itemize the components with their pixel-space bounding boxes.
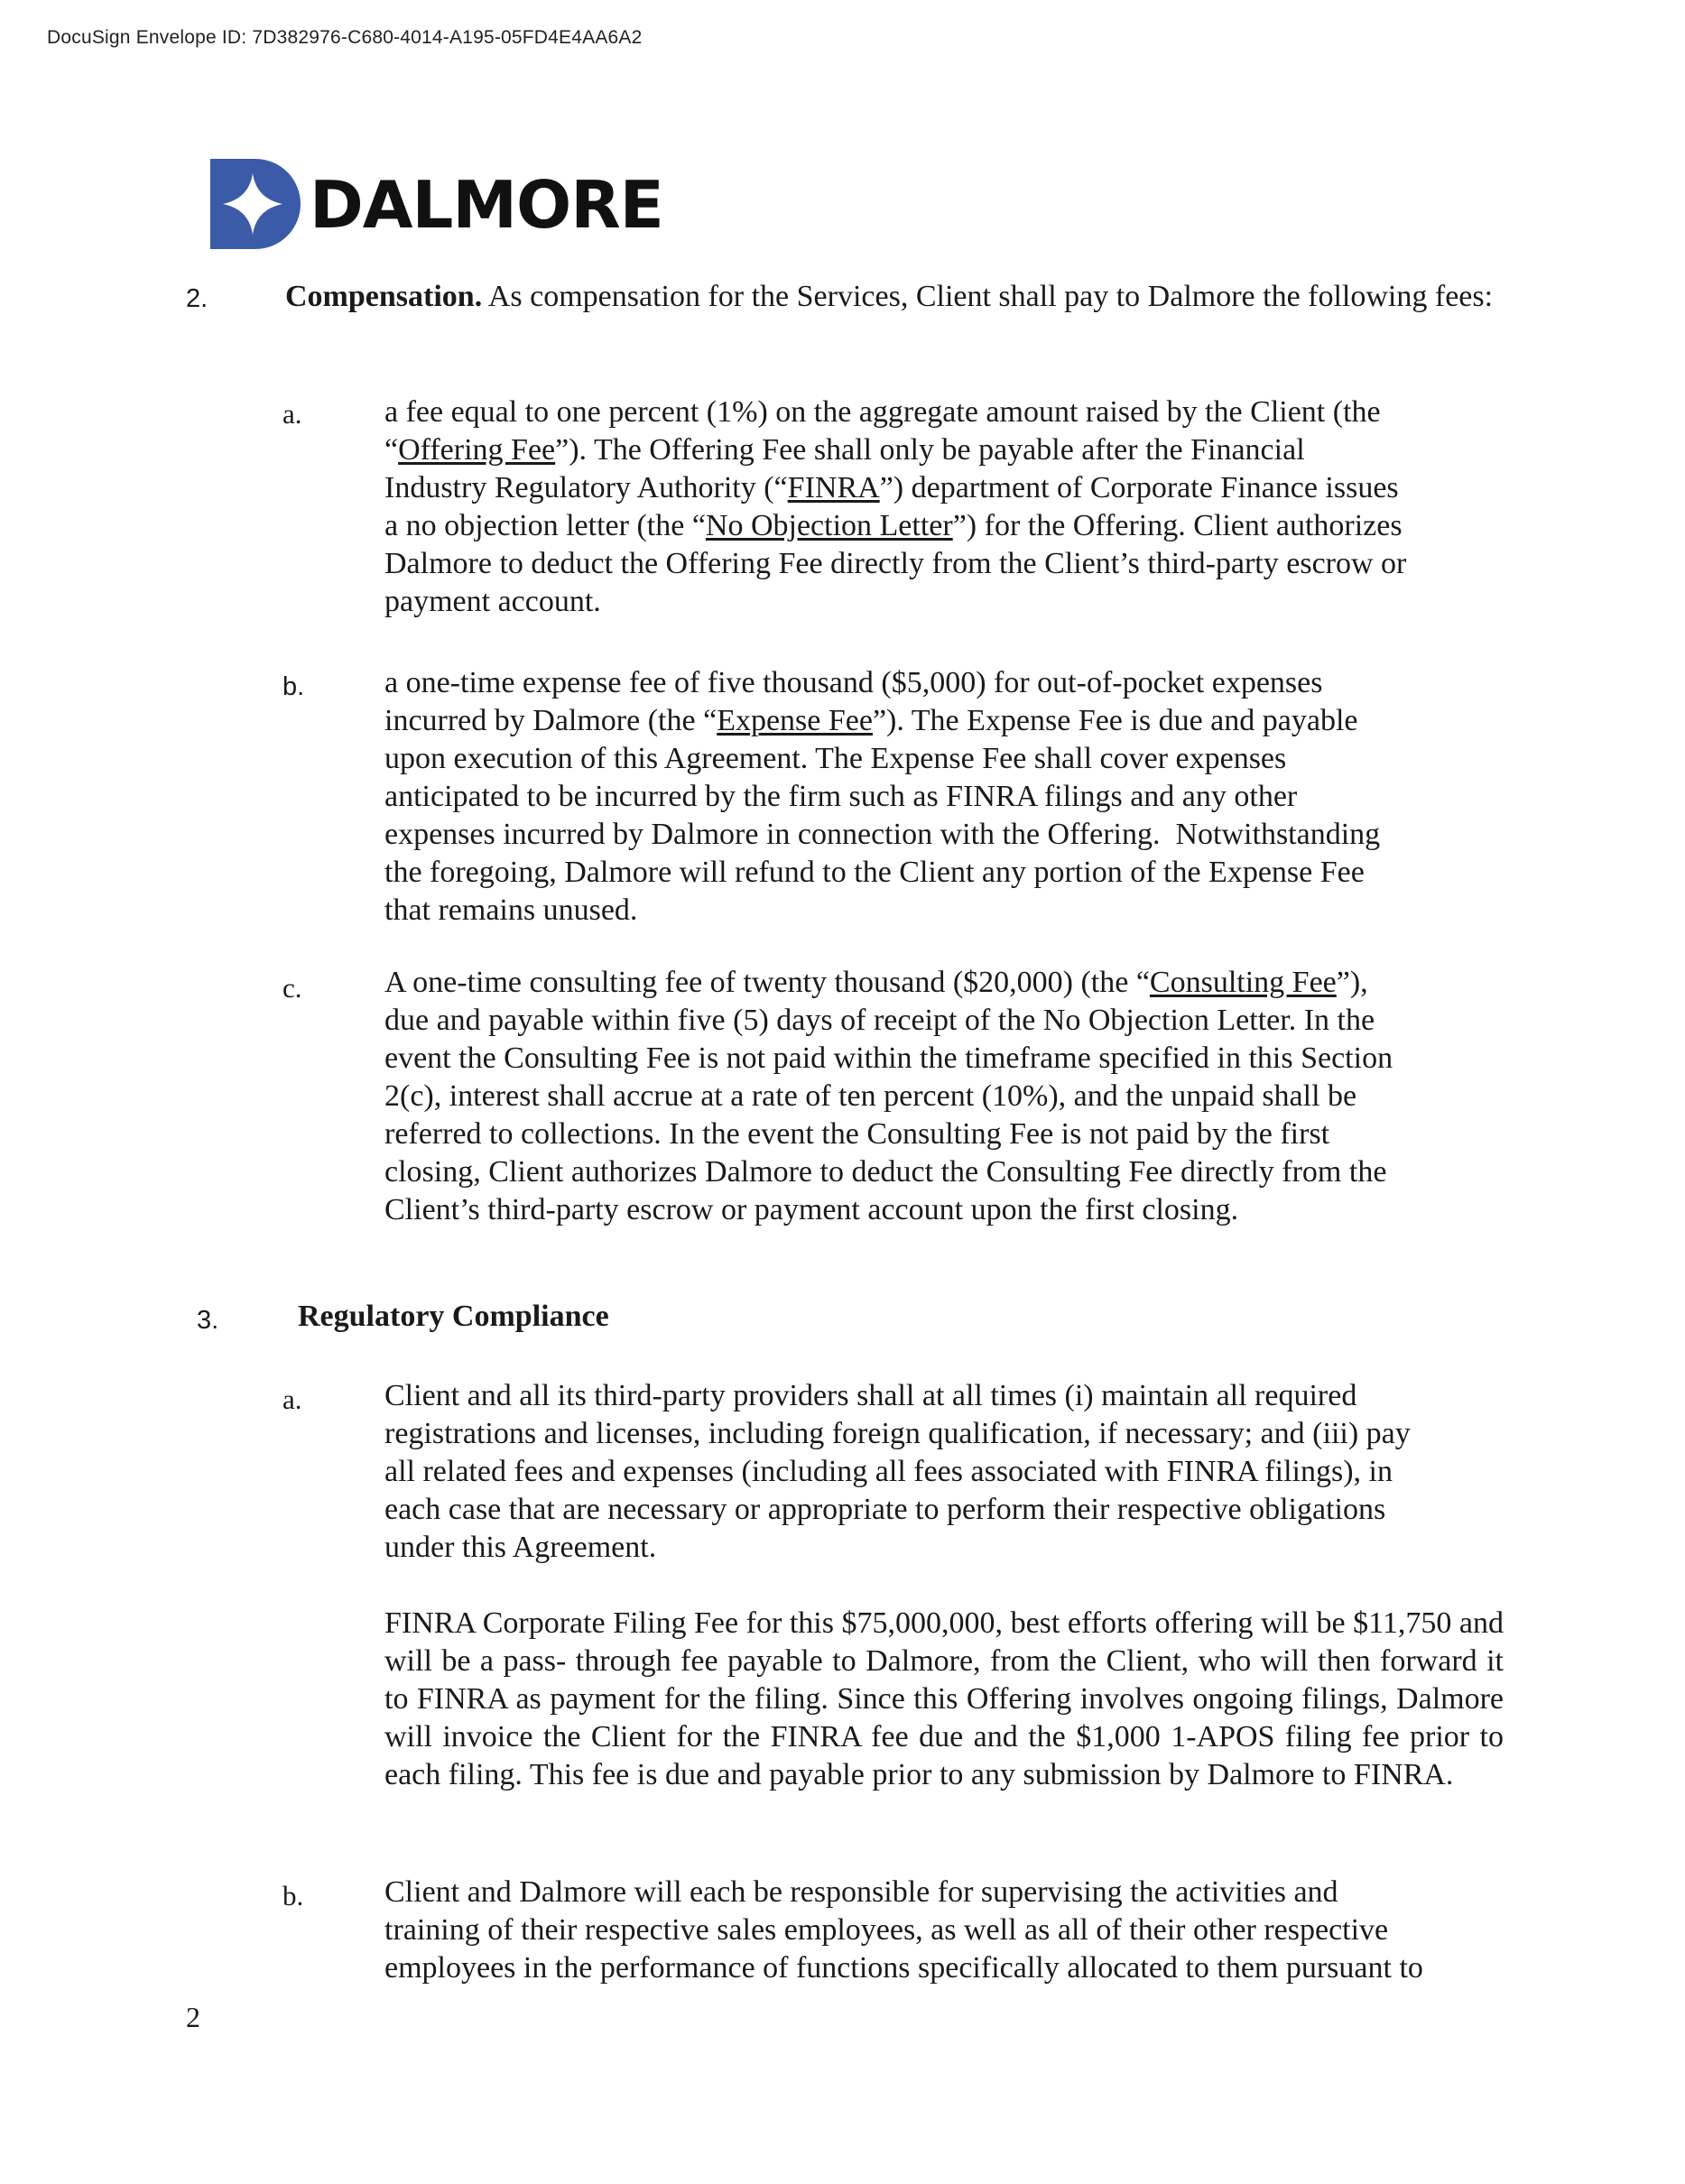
text-line: all related fees and expenses (including all fees associated with FINRA filings), in [384, 1455, 1393, 1488]
text-line: a no objection letter (the “No Objection Letter”) for the Offering. Client authorizes [384, 509, 1403, 542]
defined-term: Offering Fee [398, 433, 556, 467]
text-line: registrations and licenses, including foreign qualification, if necessary; and (iii) pay [384, 1417, 1411, 1450]
text-line: the foregoing, Dalmore will refund to the Client any portion of the Expense Fee [384, 856, 1365, 889]
text-line: Industry Regulatory Authority (“FINRA”) department of Corporate Finance issues [384, 471, 1399, 504]
defined-term: FINRA [787, 471, 880, 504]
section-2-heading-paragraph [285, 278, 1513, 316]
dalmore-logo [210, 159, 680, 249]
section-title: Regulatory Compliance [298, 1300, 609, 1333]
text-line: training of their respective sales employees, as well as all of their other respective [384, 1913, 1389, 1947]
text-line: “Offering Fee”). The Offering Fee shall only be payable after the Financial [384, 433, 1305, 467]
defined-term: Expense Fee [717, 704, 873, 737]
text-line: a one-time expense fee of five thousand ($5,000) for out-of-pocket expenses [384, 666, 1323, 699]
dalmore-logo-mark-icon [210, 159, 301, 249]
text-line: referred to collections. In the event the Consulting Fee is not paid by the first [384, 1117, 1330, 1151]
text-line: each case that are necessary or appropriate to perform their respective obligations [384, 1493, 1386, 1526]
item-letter: b. [282, 672, 305, 701]
text-line: anticipated to be incurred by the firm such as FINRA filings and any other [384, 780, 1298, 813]
item-letter: c. [282, 972, 302, 1004]
section-intro: As compensation for the Services, Client shall pay to Dalmore the following fees: [487, 280, 1494, 313]
text-line: closing, Client authorizes Dalmore to deduct the Consulting Fee directly from the [384, 1155, 1387, 1189]
defined-term: Consulting Fee [1149, 966, 1337, 999]
item-letter: a. [282, 1384, 302, 1415]
text-line: due and payable within five (5) days of receipt of the No Objection Letter. In the [384, 1004, 1375, 1037]
text-line: incurred by Dalmore (the “Expense Fee”). The Expense Fee is due and payable [384, 704, 1358, 737]
text-line: a fee equal to one percent (1%) on the aggregate amount raised by the Client (the [384, 395, 1381, 429]
item-letter: a. [282, 398, 302, 430]
logo-wordmark: DALMORE [310, 167, 663, 243]
item-2a [384, 393, 1513, 621]
text-line: upon execution of this Agreement. The Expense Fee shall cover expenses [384, 742, 1287, 775]
text-line: 2(c), interest shall accrue at a rate of ten percent (10%), and the unpaid shall be [384, 1079, 1357, 1113]
text-line: Dalmore to deduct the Offering Fee directly from the Client’s third-party escrow or [384, 547, 1407, 580]
finra-filing-fee-paragraph: FINRA Corporate Filing Fee for this $75,000,000, best efforts offering will be $11,750 and will be a pass- through fee payable to Dalmore, from the Client, who will then forward it to FINRA as payment for the filing. Since this Offering involves ongoing filings, Dalmore will invoice the Client for the FINRA fee due and the $1,000 1-APOS filing fee prior to each filing. This fee is due and payable prior to any submission by Dalmore to FINRA. [384, 1606, 1504, 1791]
docusign-envelope-id: DocuSign Envelope ID: 7D382976-C680-4014-A195-05FD4E4AA6A2 [47, 27, 643, 48]
item-3b [384, 1874, 1513, 1987]
text-line: that remains unused. [384, 893, 638, 927]
text-line: expenses incurred by Dalmore in connection with the Offering. Notwithstanding [384, 818, 1381, 851]
text-line: payment account. [384, 585, 601, 618]
text-line: A one-time consulting fee of twenty thousand ($20,000) (the “Consulting Fee”), [384, 966, 1368, 999]
item-letter: b. [282, 1880, 304, 1911]
text-line: under this Agreement. [384, 1531, 657, 1564]
text-line: employees in the performance of functions specifically allocated to them pursuant to [384, 1951, 1423, 1985]
section-number: 3. [197, 1306, 219, 1335]
page-number: 2 [186, 2001, 200, 2033]
item-2c [384, 964, 1513, 1229]
text-line: Client and all its third-party providers shall at all times (i) maintain all required [384, 1379, 1357, 1412]
text-line: event the Consulting Fee is not paid within the timeframe specified in this Section [384, 1041, 1393, 1075]
section-title: Compensation. [285, 280, 483, 313]
item-2b [384, 664, 1513, 930]
item-3a [384, 1377, 1513, 1567]
defined-term: No Objection Letter [705, 509, 953, 542]
section-number: 2. [186, 284, 208, 313]
text-line: Client’s third-party escrow or payment account upon the first closing. [384, 1193, 1239, 1226]
text-line: Client and Dalmore will each be responsible for supervising the activities and [384, 1875, 1338, 1909]
